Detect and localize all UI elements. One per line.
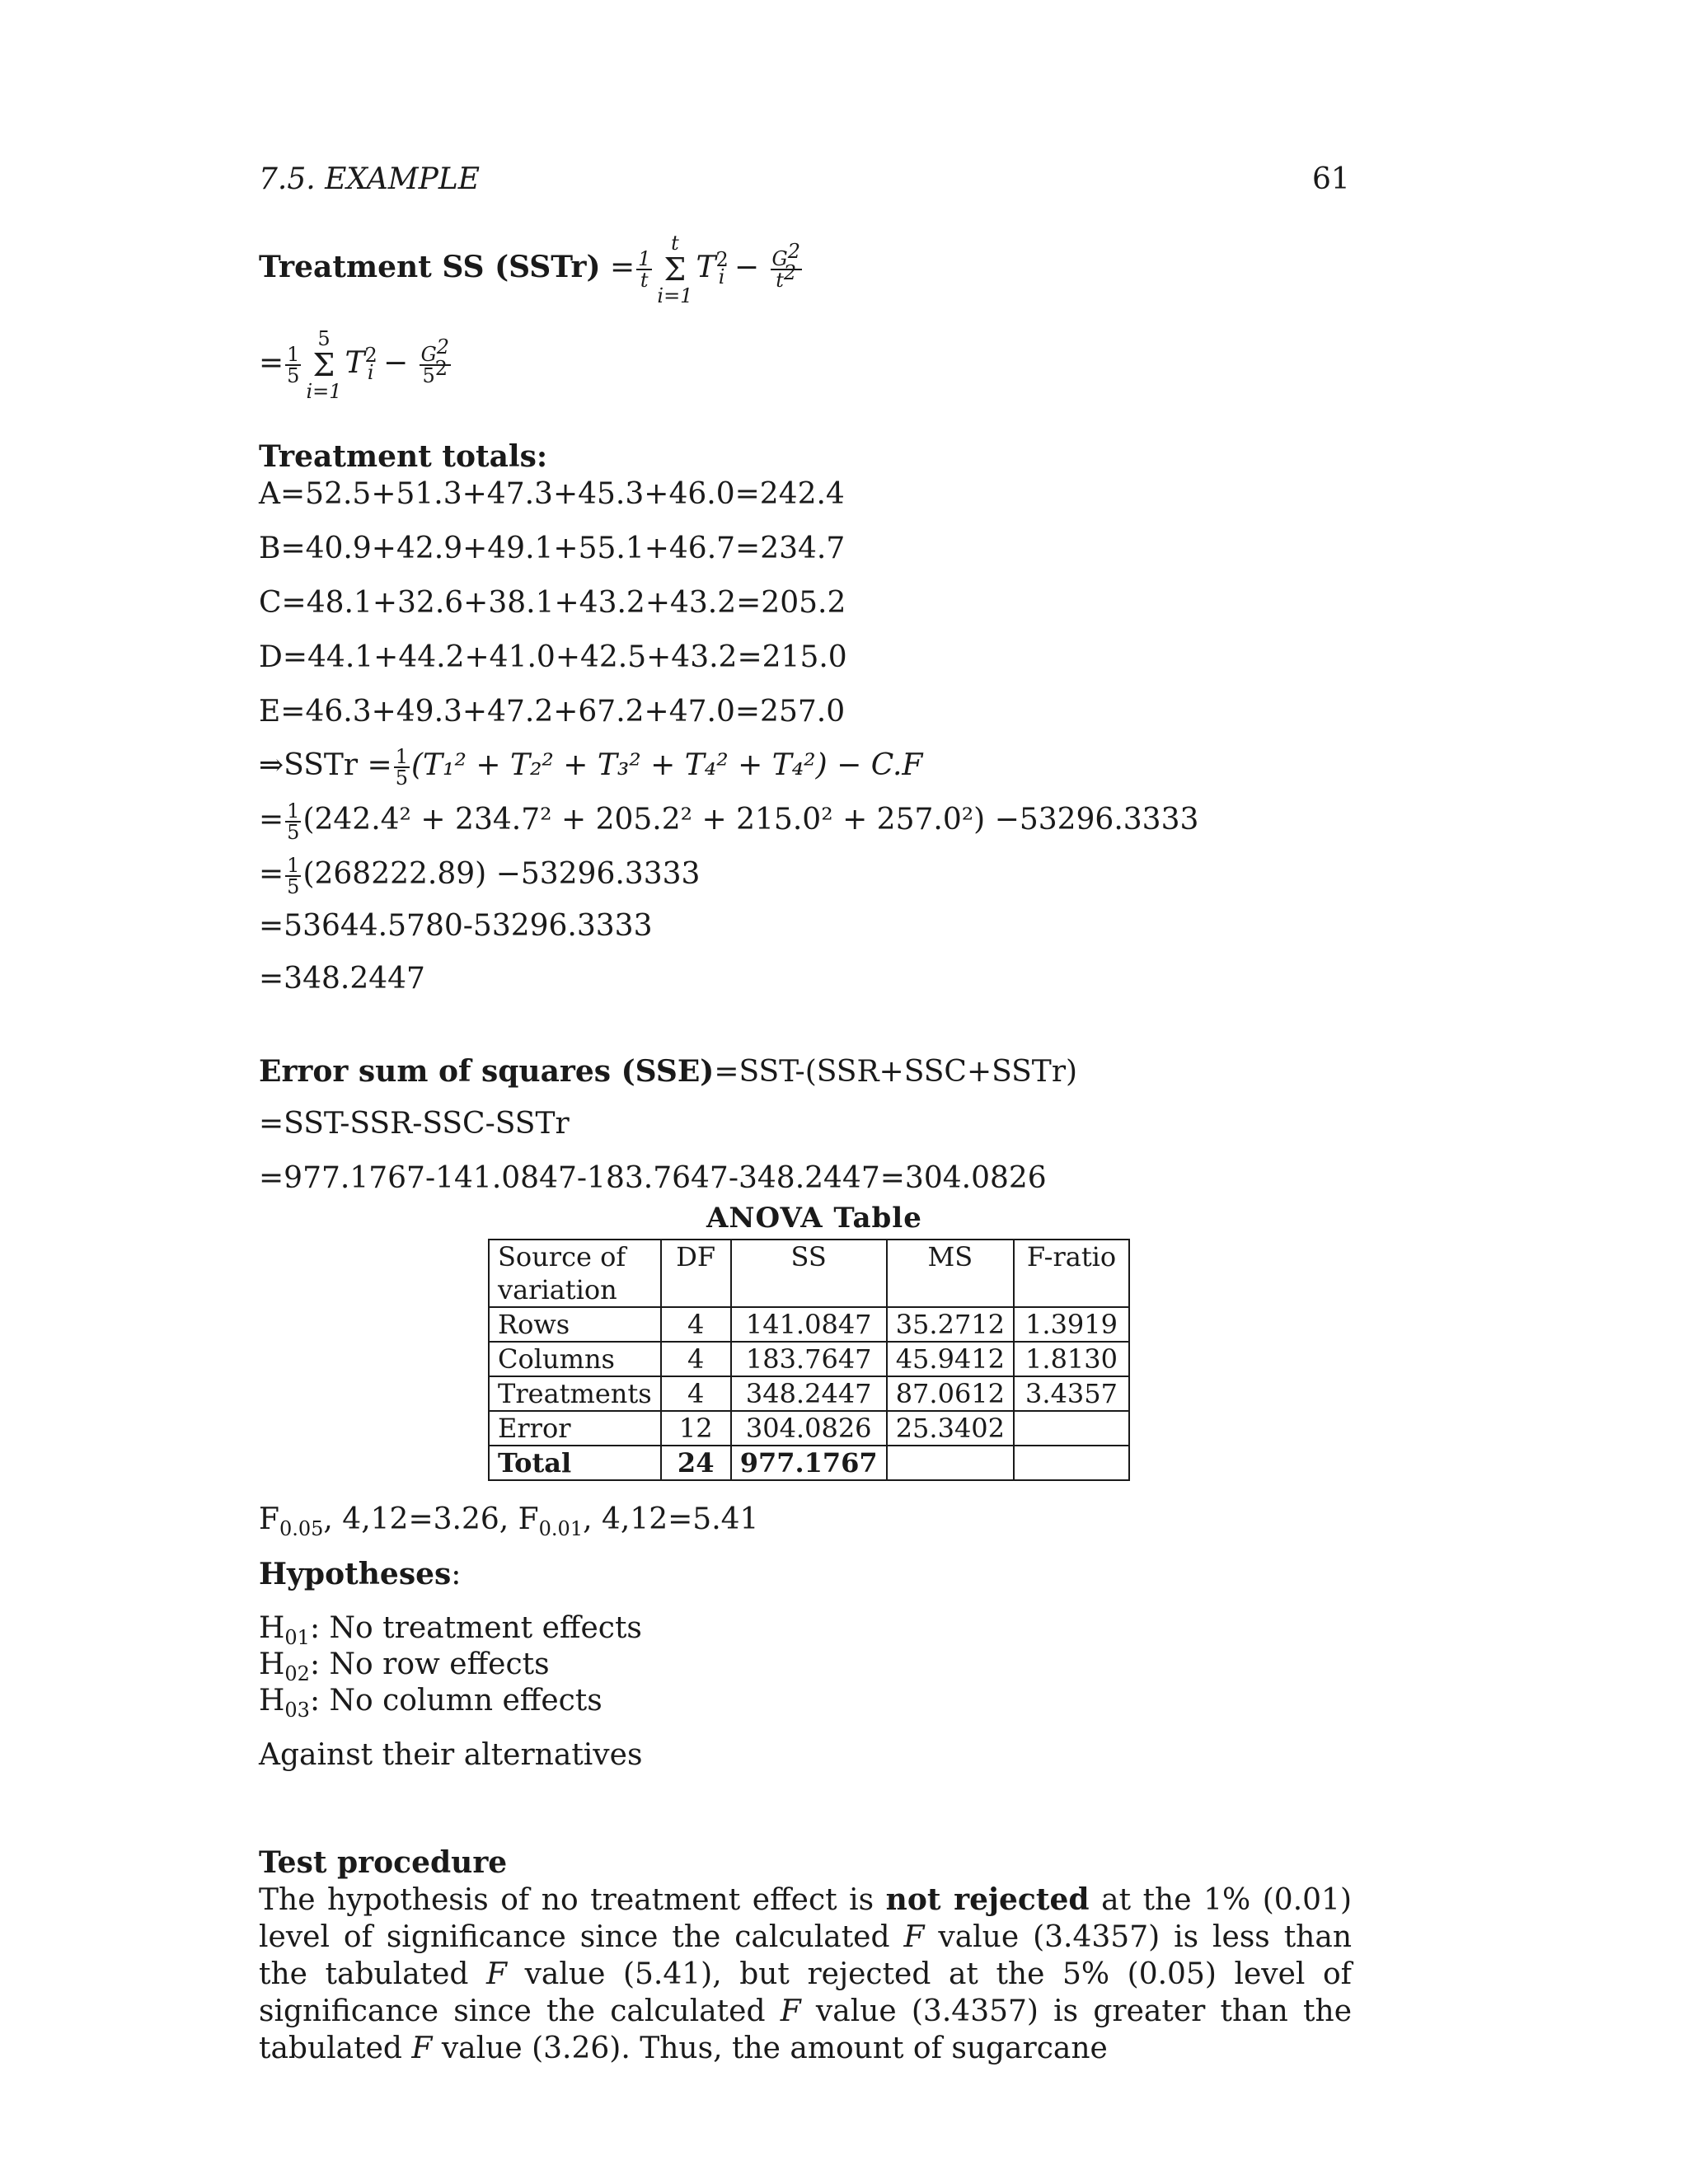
page-number: 61 <box>1312 162 1350 196</box>
total-line-a: A=52.5+51.3+47.3+45.3+46.0=242.4 <box>259 477 845 511</box>
fraction: $\frac{G^2}{t^2}$ <box>771 240 800 292</box>
sstr-calc-line-4: =53644.5780-53296.3333 <box>259 909 653 943</box>
running-header: 7.5. EXAMPLE <box>259 162 481 196</box>
sse-line-3: =977.1767-141.0847-183.7647-348.2447=304.0826 <box>259 1161 1047 1195</box>
cell-df: 4 <box>661 1376 731 1411</box>
cell-fratio: 1.8130 <box>1014 1342 1129 1376</box>
table-row <box>489 1307 1129 1342</box>
col-header-fratio: F-ratio <box>1014 1240 1129 1307</box>
fraction: $\frac{1}{5}$ <box>287 854 300 898</box>
table-row-total <box>489 1446 1129 1480</box>
hypothesis-2: $H_{02}$: No row effects <box>259 1647 550 1686</box>
cell-df: 12 <box>661 1411 731 1446</box>
total-line-c: C=48.1+32.6+38.1+43.2+43.2=205.2 <box>259 586 846 620</box>
sse-line-2: =SST-SSR-SSC-SSTr <box>259 1107 570 1141</box>
sstr-substituted: = $\frac{1}{5}$ 5 Σ i=1 $T^2_i$ − $\frac{G^2}{5^2}$ <box>259 327 450 403</box>
table-row <box>489 1342 1129 1376</box>
anova-caption: ANOVA Table <box>706 1202 922 1235</box>
sstr-label: Treatment SS (SSTr) <box>259 250 601 284</box>
cell-ms: 45.9412 <box>887 1342 1014 1376</box>
col-header-source: Source of variation <box>489 1240 661 1307</box>
against-alternatives: Against their alternatives <box>259 1738 643 1772</box>
sse-line-1: Error sum of squares (SSE)=SST-(SSR+SSC+SSTr) <box>259 1054 1078 1089</box>
table-row <box>489 1411 1129 1446</box>
cell-fratio <box>1014 1446 1129 1480</box>
sstr-calc-line-5: =348.2447 <box>259 962 425 996</box>
col-header-df: DF <box>661 1240 731 1307</box>
sstr-definition: Treatment SS (SSTr) = $\frac{1}{t}$ t Σ i=1 $T^2_i$ − $\frac{G^2}{t^2}$ <box>259 232 800 307</box>
test-procedure-heading: Test procedure <box>259 1845 508 1880</box>
cell-df: 4 <box>661 1307 731 1342</box>
hypothesis-1: $H_{01}$: No treatment effects <box>259 1611 642 1650</box>
treatment-totals-heading: Treatment totals: <box>259 439 548 474</box>
cell-source: Rows <box>489 1307 661 1342</box>
cell-source: Error <box>489 1411 661 1446</box>
fraction: $\frac{G^2}{5^2}$ <box>420 335 450 387</box>
sstr-calc-line-3: = $\frac{1}{5}$ (268222.89) −53296.3333 <box>259 854 701 898</box>
anova-table <box>488 1239 1130 1481</box>
fraction: $\frac{1}{t}$ <box>638 247 651 292</box>
cell-ms: 25.3402 <box>887 1411 1014 1446</box>
hypotheses-heading: Hypotheses: <box>259 1557 462 1591</box>
cell-fratio <box>1014 1411 1129 1446</box>
cell-ss: 183.7647 <box>731 1342 887 1376</box>
cell-ss: 348.2447 <box>731 1376 887 1411</box>
cell-source: Treatments <box>489 1376 661 1411</box>
cell-fratio: 3.4357 <box>1014 1376 1129 1411</box>
summation: 5 Σ i=1 <box>306 327 342 403</box>
cell-ss: 977.1767 <box>731 1446 887 1480</box>
cell-source: Columns <box>489 1342 661 1376</box>
table-row <box>489 1376 1129 1411</box>
sstr-calc-line-2: = $\frac{1}{5}$ (242.4² + 234.7² + 205.2² + 215.0² + 257.0²) −53296.3333 <box>259 799 1199 844</box>
cell-fratio: 1.3919 <box>1014 1307 1129 1342</box>
cell-df: 4 <box>661 1342 731 1376</box>
cell-df: 24 <box>661 1446 731 1480</box>
fraction: $\frac{1}{5}$ <box>287 343 300 387</box>
col-header-ms: MS <box>887 1240 1014 1307</box>
cell-ms: 35.2712 <box>887 1307 1014 1342</box>
col-header-ss: SS <box>731 1240 887 1307</box>
cell-ms: 87.0612 <box>887 1376 1014 1411</box>
anova-header-row <box>489 1240 1129 1307</box>
cell-ms <box>887 1446 1014 1480</box>
sstr-calc-line-1: ⇒SSTr = $\frac{1}{5}$ (T₁² + T₂² + T₃² + T₄² + T₄²) − C.F <box>259 745 923 790</box>
cell-ss: 304.0826 <box>731 1411 887 1446</box>
test-procedure-paragraph: The hypothesis of no treatment effect is not rejected at the 1% (0.01) level of significance since the calculated F value (3.4357) is less than the tabulated F value (5.41), but rejected at the 5% (0.05) level of significance since the calculated F value (3.4357) is greater than the tabulated F value (3.26). Thus, the amount of sugarcane <box>259 1882 1352 2065</box>
hypothesis-3: $H_{03}$: No column effects <box>259 1684 603 1722</box>
fraction: $\frac{1}{5}$ <box>287 799 300 844</box>
sse-label: Error sum of squares (SSE) <box>259 1054 715 1089</box>
critical-values: $F_{0.05}$, 4,12=3.26, $F_{0.01}$, 4,12=5.41 <box>259 1502 759 1541</box>
cell-ss: 141.0847 <box>731 1307 887 1342</box>
total-line-e: E=46.3+49.3+47.2+67.2+47.0=257.0 <box>259 695 846 729</box>
total-line-d: D=44.1+44.2+41.0+42.5+43.2=215.0 <box>259 640 847 674</box>
total-line-b: B=40.9+42.9+49.1+55.1+46.7=234.7 <box>259 532 846 565</box>
fraction: $\frac{1}{5}$ <box>395 745 408 790</box>
summation: t Σ i=1 <box>657 232 693 307</box>
cell-source: Total <box>489 1446 661 1480</box>
